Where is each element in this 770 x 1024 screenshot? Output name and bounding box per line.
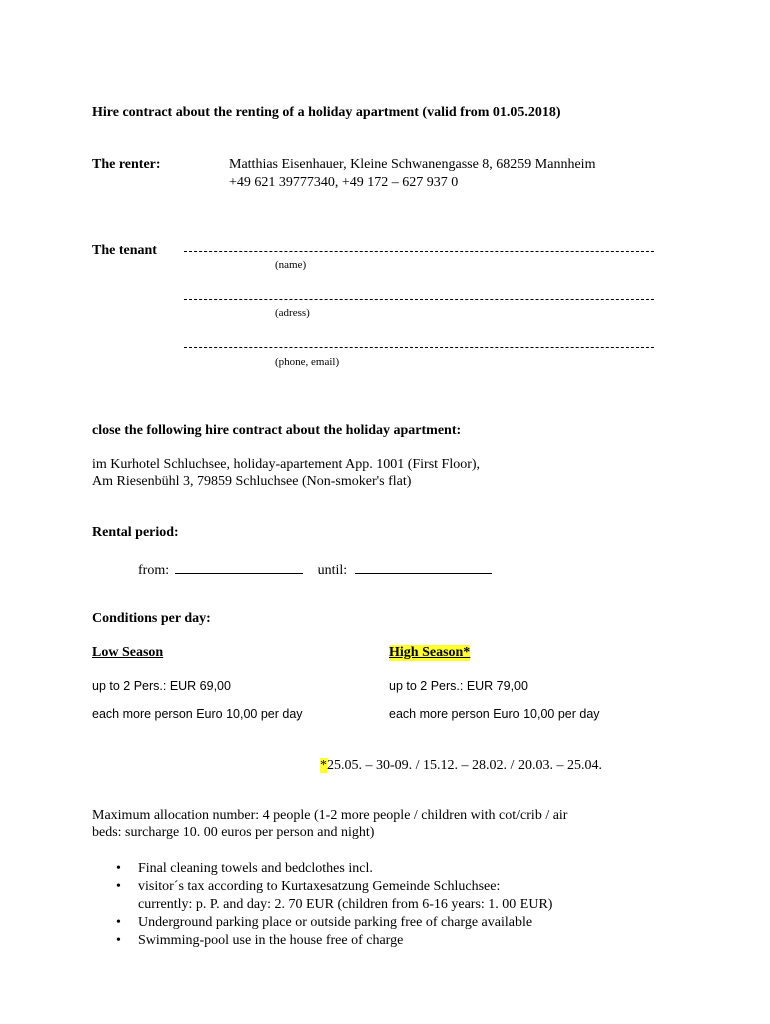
renter-phone: +49 621 39777340, +49 172 – 627 937 0	[229, 175, 459, 190]
amenities-list	[114, 860, 674, 950]
from-date-field[interactable]	[175, 559, 303, 574]
tenant-name-caption: (name)	[275, 259, 307, 271]
list-item	[114, 860, 674, 878]
list-item-text: Final cleaning towels and bedclothes incl.	[138, 861, 373, 876]
bullet-icon: •	[116, 915, 121, 930]
tenant-name-line[interactable]	[184, 251, 654, 252]
until-label: until:	[317, 563, 348, 578]
low-season-title: Low Season	[92, 645, 164, 660]
low-season-price: up to 2 Pers.: EUR 69,00	[92, 679, 231, 693]
from-label: from:	[138, 563, 170, 578]
footnote-star: *	[320, 758, 327, 773]
conditions-heading: Conditions per day:	[92, 611, 211, 626]
until-date-field[interactable]	[355, 559, 492, 574]
tenant-label: The tenant	[92, 243, 157, 258]
list-item-text: Swimming-pool use in the house free of charge	[138, 933, 404, 948]
footnote-text: 25.05. – 30-09. / 15.12. – 28.02. / 20.03. – 25.04.	[327, 758, 602, 773]
apartment-line-2: Am Riesenbühl 3, 79859 Schluchsee (Non-smoker's flat)	[92, 474, 412, 489]
list-item-text: visitor´s tax according to Kurtaxesatzung Gemeinde Schluchsee:	[138, 879, 501, 894]
rental-period-heading: Rental period:	[92, 525, 179, 540]
renter-label: The renter:	[92, 157, 161, 172]
tenant-contact-caption: (phone, email)	[275, 356, 340, 368]
list-item	[114, 932, 674, 950]
tenant-address-line[interactable]	[184, 299, 654, 300]
tenant-contact-line[interactable]	[184, 347, 654, 348]
list-item	[114, 878, 674, 914]
list-item-subtext: currently: p. P. and day: 2. 70 EUR (children from 6-16 years: 1. 00 EUR)	[138, 897, 553, 912]
bullet-icon: •	[116, 879, 121, 894]
contract-heading: close the following hire contract about the holiday apartment:	[92, 423, 462, 438]
rental-period-row	[138, 559, 492, 579]
high-season-title: High Season*	[389, 645, 471, 660]
bullet-icon: •	[116, 861, 121, 876]
allocation-line-2: beds: surcharge 10. 00 euros per person and night)	[92, 825, 375, 840]
high-season-dates	[320, 758, 602, 774]
bullet-icon: •	[116, 933, 121, 948]
low-season-extra: each more person Euro 10,00 per day	[92, 707, 303, 721]
tenant-address-caption: (adress)	[275, 307, 310, 319]
renter-address: Matthias Eisenhauer, Kleine Schwanengasse 8, 68259 Mannheim	[229, 157, 596, 172]
apartment-line-1: im Kurhotel Schluchsee, holiday-apartement App. 1001 (First Floor),	[92, 457, 481, 472]
high-season-price: up to 2 Pers.: EUR 79,00	[389, 679, 528, 693]
list-item	[114, 914, 674, 932]
high-season-extra: each more person Euro 10,00 per day	[389, 707, 600, 721]
document-title: Hire contract about the renting of a holiday apartment (valid from 01.05.2018)	[92, 105, 561, 120]
allocation-line-1: Maximum allocation number: 4 people (1-2 more people / children with cot/crib / air	[92, 808, 568, 823]
list-item-text: Underground parking place or outside parking free of charge available	[138, 915, 533, 930]
